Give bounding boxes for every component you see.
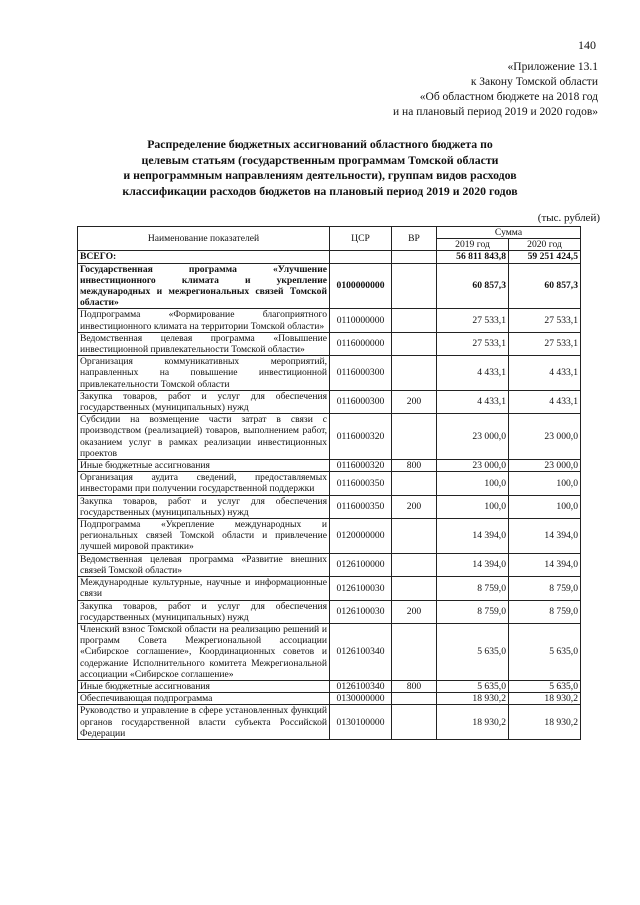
row-csr-cell: 0116000350 — [330, 495, 392, 518]
row-vr-cell — [392, 332, 437, 355]
row-amount-2020-cell: 60 857,3 — [509, 263, 581, 309]
row-amount-2019-cell: 8 759,0 — [437, 577, 509, 600]
row-name-cell: Международные культурные, научные и информационные связи — [78, 577, 330, 600]
row-amount-2019-cell: 18 930,2 — [437, 705, 509, 740]
row-csr-cell: 0100000000 — [330, 263, 392, 309]
row-csr-cell: 0116000300 — [330, 390, 392, 413]
table-row — [78, 460, 581, 472]
table-row — [78, 519, 581, 554]
budget-table — [77, 226, 581, 740]
appendix-line: «Приложение 13.1 — [507, 61, 598, 73]
row-csr-cell: 0120000000 — [330, 519, 392, 554]
row-vr-cell — [392, 705, 437, 740]
table-body — [78, 251, 581, 740]
title-line: классификации расходов бюджетов на плановый период 2019 и 2020 годов — [122, 183, 518, 198]
row-amount-2019-cell: 4 433,1 — [437, 356, 509, 391]
row-amount-2019-cell: 56 811 843,8 — [437, 251, 509, 263]
row-amount-2019-cell: 8 759,0 — [437, 600, 509, 623]
table-row — [78, 332, 581, 355]
header-name: Наименование показателей — [78, 227, 330, 251]
row-vr-cell — [392, 309, 437, 332]
row-amount-2019-cell: 5 635,0 — [437, 623, 509, 680]
appendix-header — [393, 60, 598, 120]
row-csr-cell: 0130100000 — [330, 705, 392, 740]
row-csr-cell: 0116000320 — [330, 460, 392, 472]
row-vr-cell — [392, 356, 437, 391]
table-row — [78, 309, 581, 332]
appendix-line: и на плановый период 2019 и 2020 годов» — [393, 106, 598, 118]
row-amount-2020-cell: 4 433,1 — [509, 356, 581, 391]
row-amount-2020-cell: 4 433,1 — [509, 390, 581, 413]
row-amount-2020-cell: 27 533,1 — [509, 309, 581, 332]
row-amount-2020-cell: 23 000,0 — [509, 414, 581, 460]
title-line: целевым статьям (государственным программам Томской области — [141, 152, 499, 167]
table-row — [78, 495, 581, 518]
row-csr-cell: 0126100030 — [330, 577, 392, 600]
row-vr-cell — [392, 263, 437, 309]
row-amount-2019-cell: 23 000,0 — [437, 460, 509, 472]
table-row — [78, 680, 581, 692]
row-vr-cell — [392, 472, 437, 495]
row-vr-cell — [392, 693, 437, 705]
row-name-cell: Иные бюджетные ассигнования — [78, 680, 330, 692]
table-row — [78, 577, 581, 600]
row-amount-2020-cell: 5 635,0 — [509, 680, 581, 692]
row-name-cell: Ведомственная целевая программа «Развитие внешних связей Томской области» — [78, 553, 330, 576]
header-year-2020: 2020 год — [509, 239, 581, 251]
row-name-cell: Иные бюджетные ассигнования — [78, 460, 330, 472]
row-name-cell: Закупка товаров, работ и услуг для обеспечения государственных (муниципальных) нужд — [78, 600, 330, 623]
row-vr-cell: 800 — [392, 460, 437, 472]
header-csr: ЦСР — [330, 227, 392, 251]
row-name-cell: Подпрограмма «Формирование благоприятного инвестиционного климата на территории Томской области» — [78, 309, 330, 332]
table-row — [78, 390, 581, 413]
document-title — [40, 137, 600, 199]
row-amount-2019-cell: 100,0 — [437, 495, 509, 518]
header-vr: ВР — [392, 227, 437, 251]
page-number: 140 — [578, 38, 596, 52]
row-amount-2019-cell: 23 000,0 — [437, 414, 509, 460]
row-amount-2019-cell: 27 533,1 — [437, 332, 509, 355]
row-amount-2019-cell: 4 433,1 — [437, 390, 509, 413]
row-vr-cell: 200 — [392, 390, 437, 413]
row-name-cell: Государственная программа «Улучшение инвестиционного климата и укрепление международных и межрегиональных связей Томской области» — [78, 263, 330, 309]
title-line: Распределение бюджетных ассигнований областного бюджета по — [147, 137, 493, 151]
row-csr-cell: 0116000300 — [330, 356, 392, 391]
appendix-line: к Закону Томской области — [470, 76, 598, 88]
table-row — [78, 600, 581, 623]
row-amount-2020-cell: 59 251 424,5 — [509, 251, 581, 263]
row-csr-cell — [330, 251, 392, 263]
row-vr-cell — [392, 519, 437, 554]
row-amount-2019-cell: 18 930,2 — [437, 693, 509, 705]
row-name-cell: Субсидии на возмещение части затрат в связи с производством (реализацией) товаров, выполнением работ, оказанием услуг в рамках реализации инвестиционных проектов — [78, 414, 330, 460]
row-csr-cell: 0126100340 — [330, 680, 392, 692]
row-amount-2019-cell: 14 394,0 — [437, 519, 509, 554]
table-row — [78, 251, 581, 263]
row-vr-cell — [392, 623, 437, 680]
row-name-cell: ВСЕГО: — [78, 251, 330, 263]
row-amount-2019-cell: 14 394,0 — [437, 553, 509, 576]
header-sum: Сумма — [437, 227, 581, 239]
row-amount-2020-cell: 18 930,2 — [509, 705, 581, 740]
table-row — [78, 472, 581, 495]
row-csr-cell: 0116000000 — [330, 332, 392, 355]
row-amount-2020-cell: 18 930,2 — [509, 693, 581, 705]
row-amount-2020-cell: 8 759,0 — [509, 600, 581, 623]
row-name-cell: Закупка товаров, работ и услуг для обеспечения государственных (муниципальных) нужд — [78, 495, 330, 518]
table-row — [78, 623, 581, 680]
table-row — [78, 693, 581, 705]
row-vr-cell — [392, 577, 437, 600]
row-name-cell: Подпрограмма «Укрепление международных и региональных связей Томской области и привлечение лучшей мировой практики» — [78, 519, 330, 554]
table-row — [78, 553, 581, 576]
row-amount-2019-cell: 60 857,3 — [437, 263, 509, 309]
row-name-cell: Ведомственная целевая программа «Повышение инвестиционной привлекательности Томской области» — [78, 332, 330, 355]
row-amount-2019-cell: 27 533,1 — [437, 309, 509, 332]
row-amount-2020-cell: 100,0 — [509, 495, 581, 518]
row-amount-2019-cell: 5 635,0 — [437, 680, 509, 692]
row-name-cell: Обеспечивающая подпрограмма — [78, 693, 330, 705]
row-vr-cell — [392, 414, 437, 460]
table-row — [78, 356, 581, 391]
title-line: и непрограммным направлениям деятельности), группам видов расходов — [123, 168, 517, 182]
row-vr-cell — [392, 553, 437, 576]
row-amount-2020-cell: 14 394,0 — [509, 553, 581, 576]
row-amount-2020-cell: 8 759,0 — [509, 577, 581, 600]
row-csr-cell: 0110000000 — [330, 309, 392, 332]
row-vr-cell: 200 — [392, 495, 437, 518]
row-amount-2020-cell: 27 533,1 — [509, 332, 581, 355]
row-name-cell: Членский взнос Томской области на реализацию решений и программ Совета Межрегиональной ассоциации «Сибирское соглашение», Координационных советов и содержание Исполнительного комитета Межрегиональной ассоциации «Сибирское соглашение» — [78, 623, 330, 680]
row-csr-cell: 0116000350 — [330, 472, 392, 495]
units-label: (тыс. рублей) — [537, 212, 600, 224]
row-name-cell: Закупка товаров, работ и услуг для обеспечения государственных (муниципальных) нужд — [78, 390, 330, 413]
row-amount-2020-cell: 14 394,0 — [509, 519, 581, 554]
row-vr-cell — [392, 251, 437, 263]
row-csr-cell: 0130000000 — [330, 693, 392, 705]
row-amount-2019-cell: 100,0 — [437, 472, 509, 495]
appendix-line: «Об областном бюджете на 2018 год — [419, 91, 598, 103]
row-name-cell: Организация аудита сведений, предоставляемых инвесторами при получении государственной поддержки — [78, 472, 330, 495]
table-row — [78, 414, 581, 460]
table-row — [78, 705, 581, 740]
row-amount-2020-cell: 100,0 — [509, 472, 581, 495]
row-name-cell: Руководство и управление в сфере установленных функций органов государственной власти субъекта Российской Федерации — [78, 705, 330, 740]
header-year-2019: 2019 год — [437, 239, 509, 251]
row-vr-cell: 800 — [392, 680, 437, 692]
row-csr-cell: 0126100000 — [330, 553, 392, 576]
table-row — [78, 263, 581, 309]
row-csr-cell: 0116000320 — [330, 414, 392, 460]
row-csr-cell: 0126100030 — [330, 600, 392, 623]
row-vr-cell: 200 — [392, 600, 437, 623]
row-name-cell: Организация коммуникативных мероприятий, направленных на повышение инвестиционной привлекательности Томской области — [78, 356, 330, 391]
row-amount-2020-cell: 5 635,0 — [509, 623, 581, 680]
row-amount-2020-cell: 23 000,0 — [509, 460, 581, 472]
row-csr-cell: 0126100340 — [330, 623, 392, 680]
